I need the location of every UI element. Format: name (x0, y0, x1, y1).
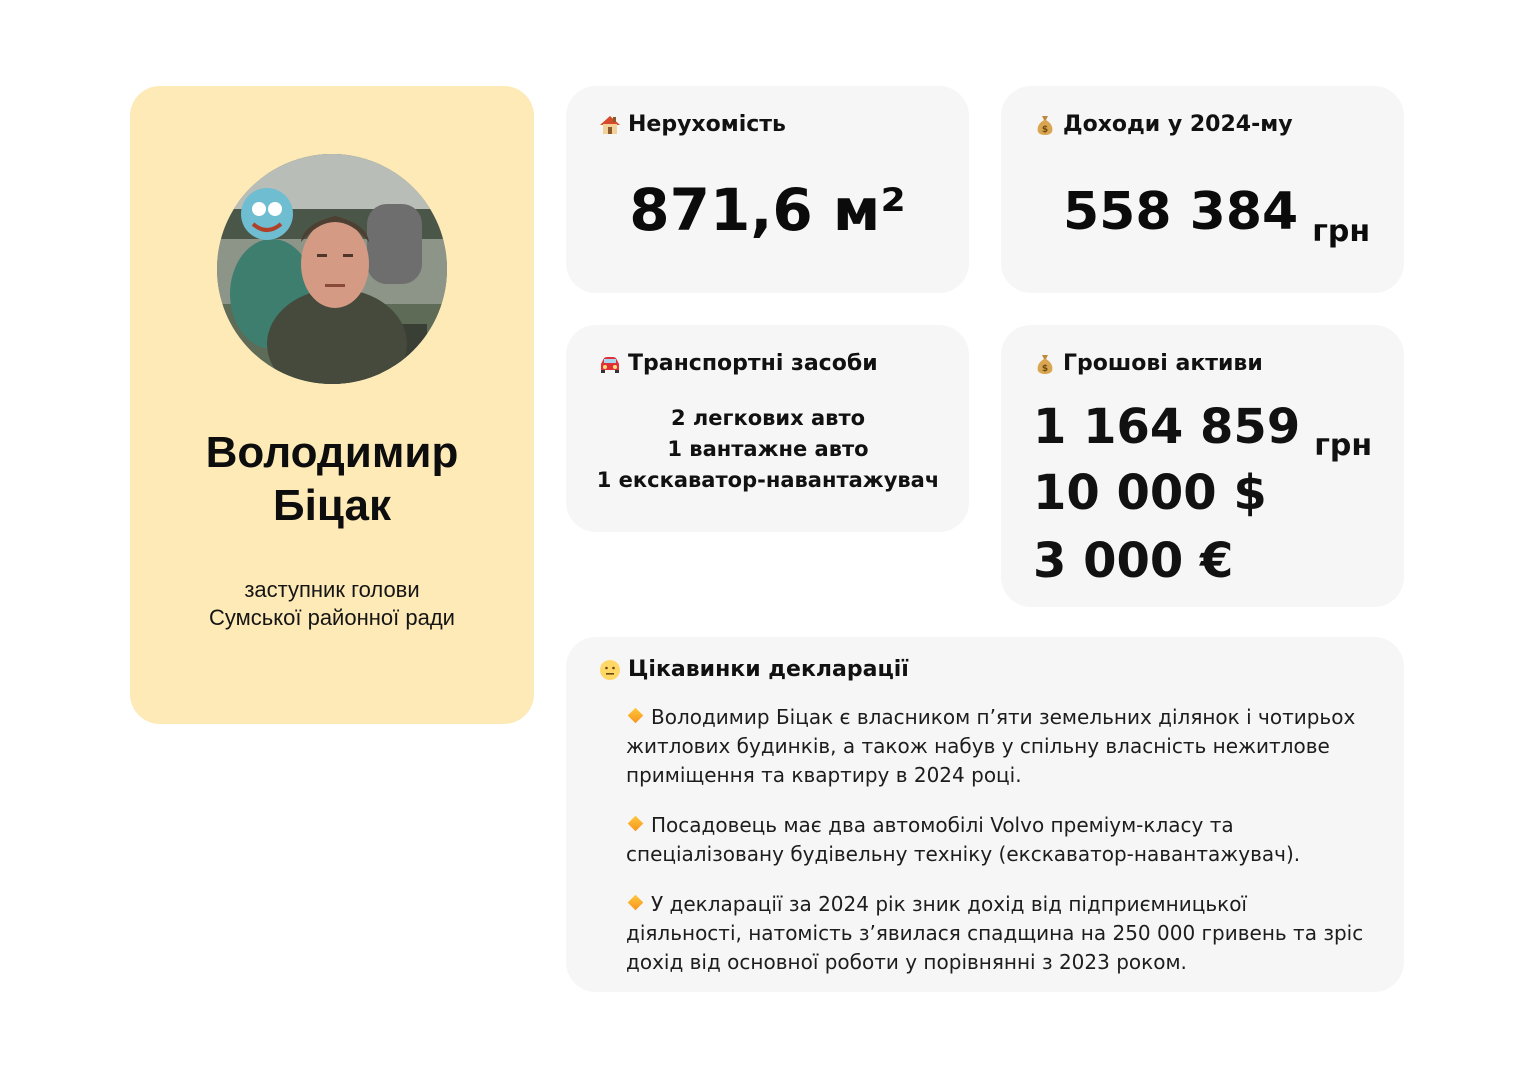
cash-assets-title (1033, 351, 1263, 376)
cash-uah-unit: грн (1314, 428, 1373, 463)
person-name (130, 426, 534, 532)
fact-text: У декларації за 2024 рік зник дохід від підприємницької діяльності, натомість з’явилася спадщина на 250 000 гривень та зріс дохід від основної роботи у порівнянні з 2023 роком. (626, 892, 1364, 974)
cash-assets-card (1001, 325, 1404, 607)
real-estate-card (566, 86, 969, 293)
income-unit: грн (1312, 214, 1371, 249)
person-role: заступник голови Сумської районної ради (209, 577, 455, 630)
fact-text: Володимир Біцак є власником п’яти земельних ділянок і чотирьох житлових будинків, а також набув у спільну власність нежитлове приміщення та квартиру в 2024 році. (626, 705, 1356, 787)
income-value-row (1063, 182, 1370, 249)
smiley-icon (598, 658, 622, 682)
cash-uah-value: 1 164 859 (1033, 399, 1301, 455)
income-card (1001, 86, 1404, 293)
profile-card (130, 86, 534, 724)
vehicles-card (566, 325, 969, 532)
orange-diamond-icon (628, 895, 644, 911)
cash-uah-row (1033, 399, 1372, 463)
avatar (217, 154, 447, 384)
orange-diamond-icon (628, 708, 644, 724)
income-title (1033, 112, 1293, 137)
vehicle-item: 1 екскаватор-навантажувач (596, 468, 940, 492)
facts-title (598, 657, 909, 682)
person-name-first: Володимир (205, 428, 459, 477)
list-item (626, 811, 1366, 869)
vehicles-label: Транспортні засоби (628, 351, 878, 376)
list-item (626, 890, 1366, 977)
income-value: 558 384 (1063, 182, 1299, 242)
vehicle-item: 1 вантажне авто (667, 437, 869, 461)
money-bag-icon (1033, 113, 1057, 137)
vehicles-title (598, 351, 878, 376)
cash-assets-label: Грошові активи (1063, 351, 1263, 376)
money-bag-icon (1033, 352, 1057, 376)
facts-card (566, 637, 1404, 992)
vehicles-list (566, 403, 970, 496)
real-estate-title (598, 112, 786, 137)
real-estate-label: Нерухомість (628, 112, 786, 137)
facts-label: Цікавинки декларації (628, 657, 909, 682)
svg-text:$: $ (1041, 124, 1049, 135)
income-label: Доходи у 2024-му (1063, 112, 1293, 137)
cash-usd-value: 10 000 $ (1033, 465, 1267, 521)
real-estate-value: 871,6 м² (629, 176, 906, 244)
house-icon (598, 113, 622, 137)
svg-text:$: $ (1041, 363, 1049, 374)
vehicle-item: 2 легкових авто (670, 406, 866, 430)
orange-diamond-icon (628, 816, 644, 832)
fact-text: Посадовець має два автомобілі Volvo преміум-класу та спеціалізовану будівельну техніку (екскаватор-навантажувач). (626, 813, 1301, 866)
car-icon (598, 352, 622, 376)
person-photo (217, 154, 447, 384)
person-name-last: Біцак (273, 481, 391, 530)
cash-eur-value: 3 000 € (1033, 533, 1234, 589)
facts-list (626, 703, 1366, 998)
list-item (626, 703, 1366, 790)
